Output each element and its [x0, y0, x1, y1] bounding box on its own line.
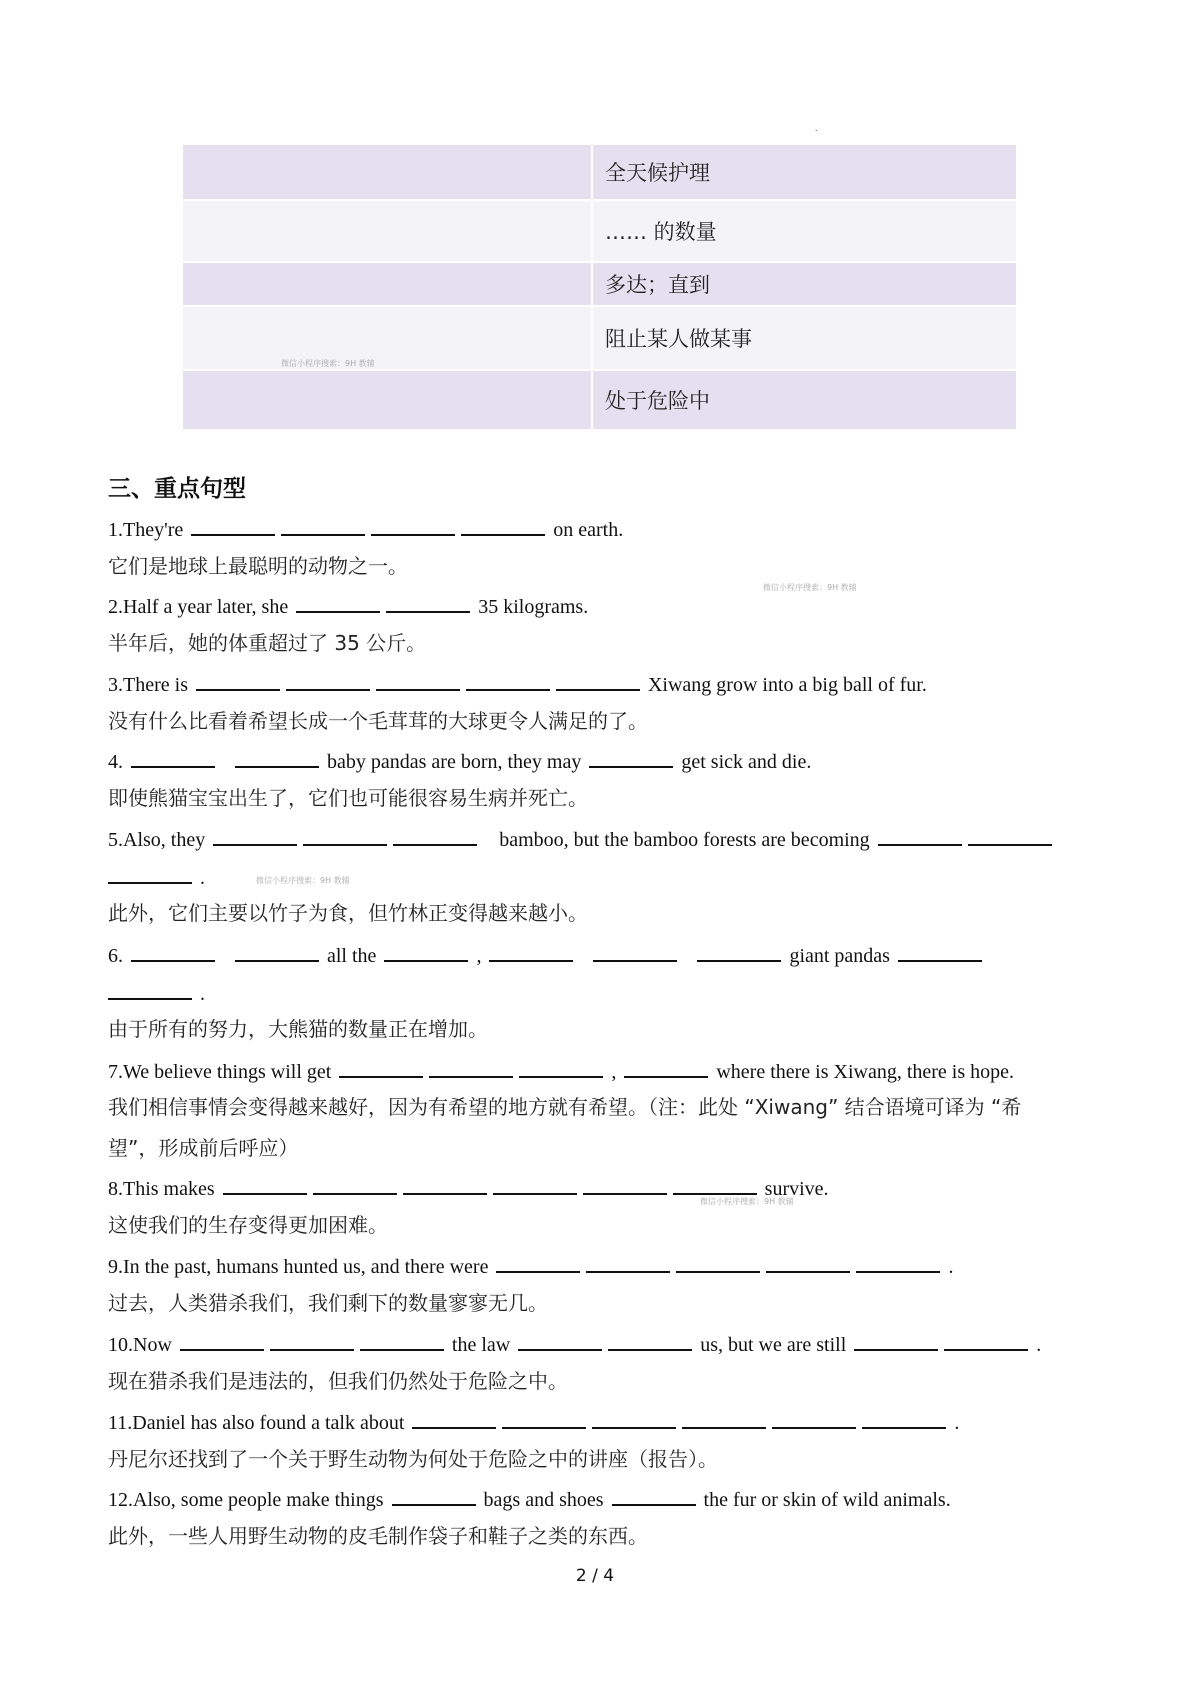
- translation-3: 没有什么比看着希望长成一个毛茸茸的大球更令人满足的了。: [108, 709, 648, 733]
- sentence-5-cont: .: [108, 864, 205, 891]
- blank[interactable]: [556, 671, 640, 691]
- blank[interactable]: [339, 1058, 423, 1078]
- blank[interactable]: [502, 1409, 586, 1429]
- sentence-1: 1.They're on earth.: [108, 516, 623, 543]
- table-cell-chinese: 处于危险中: [592, 370, 1017, 430]
- blank[interactable]: [676, 1253, 760, 1273]
- vocab-table: [181, 143, 1018, 431]
- blank[interactable]: [235, 942, 319, 962]
- blank[interactable]: [944, 1331, 1028, 1351]
- blank[interactable]: [384, 942, 468, 962]
- table-cell-english: [182, 306, 592, 370]
- sentence-8: 8.This makes survive.: [108, 1175, 829, 1202]
- translation-10: 现在猎杀我们是违法的，但我们仍然处于危险之中。: [108, 1369, 568, 1393]
- blank[interactable]: [371, 516, 455, 536]
- translation-12: 此外，一些人用野生动物的皮毛制作袋子和鞋子之类的东西。: [108, 1524, 648, 1548]
- blank[interactable]: [898, 942, 982, 962]
- sentence-3: 3.There is Xiwang grow into a big ball of fur.: [108, 671, 927, 698]
- blank[interactable]: [196, 671, 280, 691]
- blank[interactable]: [612, 1486, 696, 1506]
- sentence-7: 7.We believe things will get , where there is Xiwang, there is hope.: [108, 1058, 1014, 1085]
- blank[interactable]: [108, 864, 192, 884]
- page-number: 2 / 4: [575, 1566, 615, 1586]
- blank[interactable]: [772, 1409, 856, 1429]
- blank[interactable]: [493, 1175, 577, 1195]
- blank[interactable]: [393, 826, 477, 846]
- watermark: 微信小程序搜索：9H 教辅: [281, 359, 375, 368]
- blank[interactable]: [191, 516, 275, 536]
- sentence-6-cont: .: [108, 980, 205, 1007]
- translation-7-cont: 望”，形成前后呼应）: [108, 1136, 299, 1160]
- translation-11: 丹尼尔还找到了一个关于野生动物为何处于危险之中的讲座（报告）。: [108, 1447, 718, 1471]
- blank[interactable]: [303, 826, 387, 846]
- watermark: 微信小程序搜索：9H 教辅: [700, 1197, 794, 1206]
- blank[interactable]: [592, 1409, 676, 1429]
- table-cell-english: [182, 262, 592, 306]
- blank[interactable]: [376, 671, 460, 691]
- blank[interactable]: [766, 1253, 850, 1273]
- blank[interactable]: [489, 942, 573, 962]
- watermark: 微信小程序搜索：9H 教辅: [256, 876, 350, 885]
- watermark: 微信小程序搜索：9H 教辅: [763, 583, 857, 592]
- blank[interactable]: [286, 671, 370, 691]
- table-cell-english: [182, 200, 592, 262]
- sentence-2: 2.Half a year later, she 35 kilograms.: [108, 593, 588, 620]
- sentence-10: 10.Now the law us, but we are still .: [108, 1331, 1041, 1358]
- blank[interactable]: [296, 593, 380, 613]
- translation-5: 此外，它们主要以竹子为食，但竹林正变得越来越小。: [108, 901, 588, 925]
- dot-mark: .: [815, 123, 818, 134]
- blank[interactable]: [682, 1409, 766, 1429]
- blank[interactable]: [593, 942, 677, 962]
- sentence-12: 12.Also, some people make things bags and shoes the fur or skin of wild animals.: [108, 1486, 951, 1513]
- translation-9: 过去，人类猎杀我们，我们剩下的数量寥寥无几。: [108, 1291, 548, 1315]
- table-row: [182, 200, 1017, 262]
- sentence-9: 9.In the past, humans hunted us, and there were .: [108, 1253, 953, 1280]
- blank[interactable]: [518, 1331, 602, 1351]
- blank[interactable]: [583, 1175, 667, 1195]
- blank[interactable]: [386, 593, 470, 613]
- table-cell-chinese: 阻止某人做某事: [592, 306, 1017, 370]
- sentence-5: 5.Also, they bamboo, but the bamboo forests are becoming: [108, 826, 1055, 853]
- blank[interactable]: [223, 1175, 307, 1195]
- blank[interactable]: [878, 826, 962, 846]
- blank[interactable]: [213, 826, 297, 846]
- section-title: 三、重点句型: [108, 476, 246, 502]
- blank[interactable]: [180, 1331, 264, 1351]
- blank[interactable]: [108, 980, 192, 1000]
- table-cell-chinese: 全天候护理: [592, 144, 1017, 200]
- blank[interactable]: [519, 1058, 603, 1078]
- blank[interactable]: [586, 1253, 670, 1273]
- translation-1: 它们是地球上最聪明的动物之一。: [108, 554, 408, 578]
- blank[interactable]: [429, 1058, 513, 1078]
- blank[interactable]: [968, 826, 1052, 846]
- blank[interactable]: [624, 1058, 708, 1078]
- blank[interactable]: [313, 1175, 397, 1195]
- translation-2: 半年后，她的体重超过了 35 公斤。: [108, 631, 427, 655]
- blank[interactable]: [235, 748, 319, 768]
- table-cell-chinese: …… 的数量: [592, 200, 1017, 262]
- blank[interactable]: [697, 942, 781, 962]
- table-cell-chinese: 多达；直到: [592, 262, 1017, 306]
- blank[interactable]: [403, 1175, 487, 1195]
- blank[interactable]: [854, 1331, 938, 1351]
- sentence-6: 6. all the , giant pandas: [108, 942, 985, 969]
- translation-8: 这使我们的生存变得更加困难。: [108, 1213, 388, 1237]
- table-row: [182, 262, 1017, 306]
- sentence-4: 4. baby pandas are born, they may get sick and die.: [108, 748, 811, 775]
- blank[interactable]: [673, 1175, 757, 1195]
- sentence-11: 11.Daniel has also found a talk about .: [108, 1409, 959, 1436]
- blank[interactable]: [466, 671, 550, 691]
- table-row: [182, 144, 1017, 200]
- blank[interactable]: [862, 1409, 946, 1429]
- table-cell-english: [182, 370, 592, 430]
- blank[interactable]: [412, 1409, 496, 1429]
- blank[interactable]: [270, 1331, 354, 1351]
- translation-6: 由于所有的努力，大熊猫的数量正在增加。: [108, 1017, 488, 1041]
- table-cell-english: [182, 144, 592, 200]
- blank[interactable]: [461, 516, 545, 536]
- blank[interactable]: [131, 942, 215, 962]
- blank[interactable]: [131, 748, 215, 768]
- translation-7: 我们相信事情会变得越来越好，因为有希望的地方就有希望。（注：此处 “Xiwang” 结合语境可译为 “希: [108, 1095, 1022, 1119]
- blank[interactable]: [392, 1486, 476, 1506]
- blank[interactable]: [360, 1331, 444, 1351]
- translation-4: 即使熊猫宝宝出生了，它们也可能很容易生病并死亡。: [108, 786, 588, 810]
- blank[interactable]: [496, 1253, 580, 1273]
- blank[interactable]: [856, 1253, 940, 1273]
- blank[interactable]: [589, 748, 673, 768]
- blank[interactable]: [281, 516, 365, 536]
- table-row: [182, 370, 1017, 430]
- blank[interactable]: [608, 1331, 692, 1351]
